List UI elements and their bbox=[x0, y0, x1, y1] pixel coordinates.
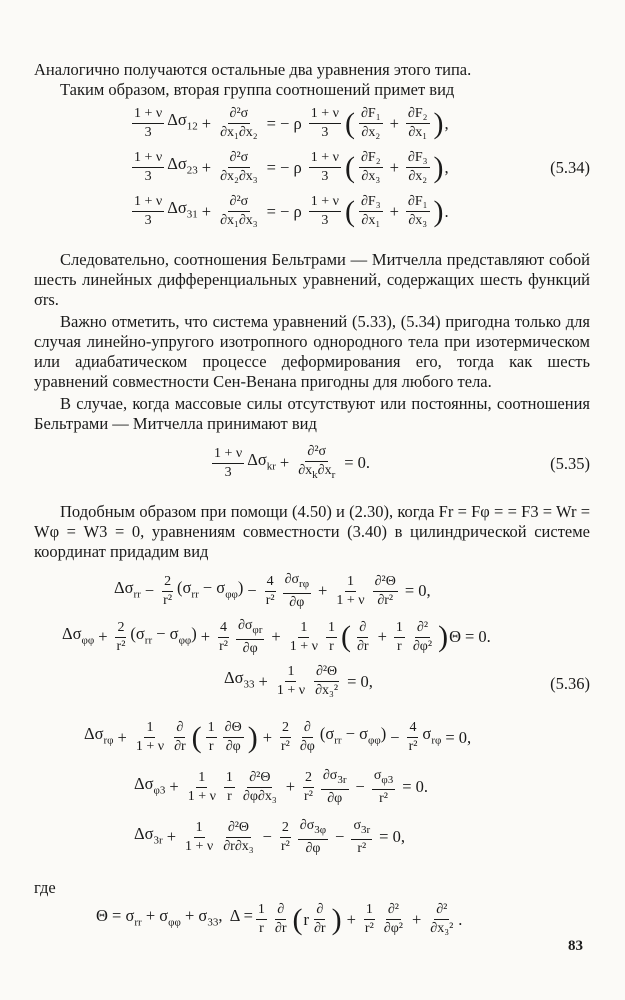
eq-536-tag: (5.36) bbox=[550, 674, 590, 693]
paragraph-mass-forces: В случае, когда массовые силы отсутствуют или постоянны, соотношения Бельтрами — Митчелла принимают вид bbox=[34, 394, 590, 433]
page-content bbox=[34, 60, 590, 937]
eq-536-row6: $\Delta\sigma_{3r}$ + $\frac{1}{1 + \nu}$ $\frac{\text{∂²Θ}}{\text{∂r∂x₃}}$ − $\frac{2}{\text{r²}}$ $\frac{\partial\sigma_{3\varphi}}{\partial\varphi}$ − $\frac{\sigma_{3r}}{\text{r²}}$ = 0, bbox=[134, 818, 405, 856]
eq-534-row3: $\frac{1 + \nu}{3}$ $\Delta\sigma_{31}$ + $\frac{\text{∂²σ}}{\text{∂x₁∂x₃}}$ = − ρ $\frac{1 + \nu}{3}$ ( $\frac{\text{∂F₃}}{\text{∂x₁}}$ + $\frac{\text{∂F₁}}{\text{∂x₃}}$ ) . bbox=[134, 194, 449, 228]
eq-536-row4: $\Delta\sigma_{r\varphi}$ + $\frac{1}{1 + \nu}$ $\frac{\partial}{\partial r}$ ( $\frac{1}{r}$ $\frac{\partial\Theta}{\partial\varphi}$ ) + $\frac{2}{\text{r²}}$ $\frac{\partial}{\partial\varphi}$ $(\sigma_{rr} - \sigma_{\varphi\varphi})$ − $\frac{4}{\text{r²}}$ $\sigma_{r\varphi}$ = 0, bbox=[84, 720, 472, 754]
eq-536-row2: $\Delta\sigma_{\varphi\varphi}$ + $\frac{2}{\text{r²}}$ $(\sigma_{rr} - \sigma_{\varphi\varphi})$ + $\frac{4}{\text{r²}}$ $\frac{\partial\sigma_{\varphi r}}{\partial\varphi}$ + $\frac{1}{1 + \nu}$ $\frac{1}{r}$ ( $\frac{\partial}{\partial r}$ + $\frac{1}{r}$ $\frac{\text{∂²}}{\text{∂φ²}}$ ) Θ = 0. bbox=[62, 618, 491, 656]
paragraph-similarly: Подобным образом при помощи (4.50) и (2.30), когда Fr = Fφ = = F3 = Wr = Wφ = W3 = 0, уравнениям совместности (3.40) в цилиндрической системе координат придадим вид bbox=[34, 502, 590, 561]
eq-535-body: $\frac{1 + \nu}{3}$ $\Delta\sigma_{kr}$ + $\frac{\text{∂²σ}}{\partial x_k\partial x_r}$ = 0. bbox=[214, 444, 371, 481]
where-label: где bbox=[34, 878, 56, 897]
eq-535-tag: (5.35) bbox=[550, 454, 590, 473]
eq-534-row1: $\frac{1 + \nu}{3}$ $\Delta\sigma_{12}$ + $\frac{\text{∂²σ}}{\text{∂x₁∂x₂}}$ = − ρ $\frac{1 + \nu}{3}$ ( $\frac{\text{∂F₁}}{\text{∂x₂}}$ + $\frac{\text{∂F₂}}{\text{∂x₁}}$ ) , bbox=[134, 106, 449, 140]
line-intro-534: Таким образом, вторая группа соотношений примет вид bbox=[60, 80, 455, 99]
eq-536-row1: $\Delta\sigma_{rr}$ − $\frac{2}{\text{r²}}$ $(\sigma_{rr} - \sigma_{\varphi\varphi})$ − $\frac{4}{\text{r²}}$ $\frac{\partial\sigma_{r\varphi}}{\partial\varphi}$ + $\frac{1}{1 + \nu}$ $\frac{\text{∂²Θ}}{\text{∂r²}}$ = 0, bbox=[114, 572, 431, 610]
paragraph-consequently: Следовательно, соотношения Бельтрами — Митчелла представляют собой шесть линейных дифференциальных уравнений, содержащих шесть функций σrs. bbox=[34, 250, 590, 309]
equation-5-35 bbox=[34, 442, 590, 488]
line-analog: Аналогично получаются остальные два уравнения этого типа. bbox=[34, 60, 472, 79]
page-number: 83 bbox=[568, 938, 583, 954]
paragraph-important: Важно отметить, что система уравнений (5.33), (5.34) пригодна только для случая линейно-упругого изотропного однородного тела при изотермическом или адиабатическом процессе деформирования его, тогда как шесть уравнений совместности Сен-Венана пригодны для любого тела. bbox=[34, 312, 590, 391]
eq-536-row3: $\Delta\sigma_{33}$ + $\frac{1}{1 + \nu}$ $\frac{\text{∂²Θ}}{\text{∂x₃²}}$ = 0, bbox=[224, 664, 373, 698]
equation-5-36 bbox=[34, 572, 590, 872]
eq-534-row2: $\frac{1 + \nu}{3}$ $\Delta\sigma_{23}$ + $\frac{\text{∂²σ}}{\text{∂x₂∂x₃}}$ = − ρ $\frac{1 + \nu}{3}$ ( $\frac{\text{∂F₂}}{\text{∂x₃}}$ + $\frac{\text{∂F₃}}{\text{∂x₂}}$ ) , bbox=[134, 150, 449, 184]
eq-534-tag: (5.34) bbox=[550, 158, 590, 177]
equation-5-34 bbox=[34, 106, 590, 238]
equation-theta-delta: $\Theta = \sigma_{rr} + \sigma_{\varphi\varphi} + \sigma_{33}$, Δ = $\frac{1}{r}$ $\frac{\partial}{\partial r}$ ( r $\frac{\partial}{\partial r}$ ) + $\frac{1}{\text{r²}}$ $\frac{\text{∂²}}{\text{∂φ²}}$ + $\frac{\text{∂²}}{\text{∂x₃²}}$ . bbox=[96, 902, 463, 936]
eq-536-row5: $\Delta\sigma_{\varphi 3}$ + $\frac{1}{1 + \nu}$ $\frac{1}{r}$ $\frac{\text{∂²Θ}}{\text{∂φ∂x₃}}$ + $\frac{2}{\text{r²}}$ $\frac{\partial\sigma_{3r}}{\partial\varphi}$ − $\frac{\sigma_{\varphi 3}}{\text{r²}}$ = 0. bbox=[134, 768, 429, 806]
